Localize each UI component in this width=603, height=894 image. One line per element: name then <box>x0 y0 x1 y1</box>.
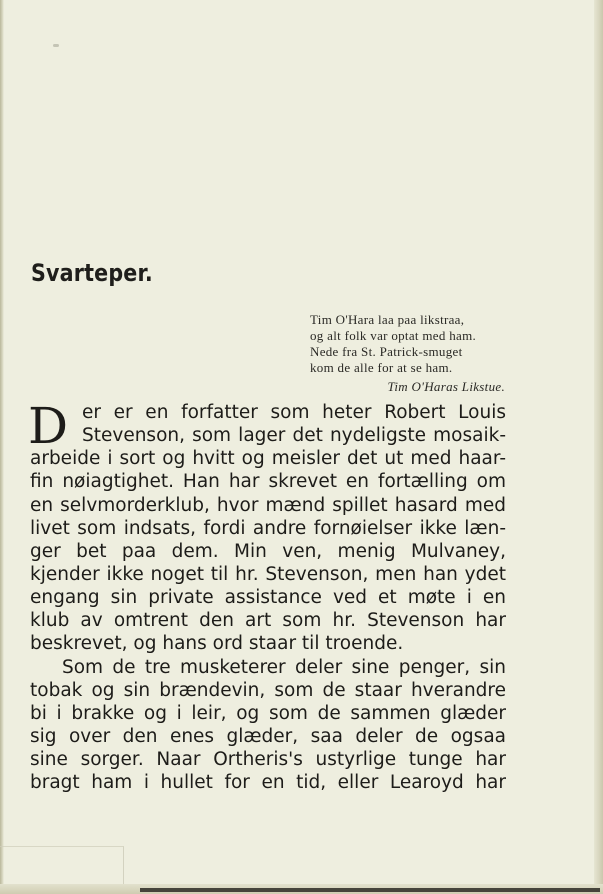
body-line: bragt ham i hullet for en tid, eller Learoyd har <box>30 772 506 794</box>
body-text <box>28 397 506 794</box>
epigraph-attribution: Tim O'Haras Likstue. <box>387 379 505 394</box>
body-line: beskrevet, og hans ord staar til troende. <box>30 633 404 655</box>
body-line: tobak og sin brændevin, som de staar hverandre <box>30 679 506 701</box>
paper-speck <box>53 44 59 47</box>
body-line: er er en forfatter som heter Robert Louis <box>82 402 506 423</box>
epigraph-line: og alt folk var optat med ham. <box>310 328 477 343</box>
body-line: en selvmorderklub, hvor mænd spillet hasard med <box>30 494 506 516</box>
body-line: kjender ikke noget til hr. Stevenson, men han ydet <box>30 563 506 585</box>
page-right-edge <box>594 0 603 894</box>
scan-bottom-shadow <box>140 888 600 892</box>
chapter-title: Svarteper. <box>31 259 153 287</box>
page-left-edge <box>0 0 4 894</box>
scan-corner-mark <box>0 846 124 887</box>
body-line: ger bet paa dem. Min ven, menig Mulvaney, <box>30 540 506 562</box>
drop-cap: D <box>28 397 69 455</box>
body-line: livet som indsats, fordi andre fornøielser ikke læn- <box>30 517 506 539</box>
body-line: Stevenson, som lager det nydeligste mosaik- <box>82 425 506 447</box>
epigraph-line: Nede fra St. Patrick-smuget <box>310 344 463 359</box>
epigraph-line: kom de alle for at se ham. <box>310 360 453 375</box>
body-line: klub av omtrent den art som hr. Stevenson har <box>30 610 506 632</box>
body-line: sine sorger. Naar Ortheris's ustyrlige tunge har <box>30 749 506 771</box>
body-line: fin nøiagtighet. Han har skrevet en fortælling om <box>30 471 506 493</box>
body-line: Som de tre musketerer deler sine penger, sin <box>62 656 506 678</box>
body-line: bi i brakke og i leir, og som de sammen glæder <box>30 702 506 724</box>
epigraph-line: Tim O'Hara laa paa likstraa, <box>310 312 465 327</box>
epigraph <box>310 312 505 395</box>
body-line: sig over den enes glæder, saa deler de ogsaa <box>30 725 506 747</box>
body-line: engang sin private assistance ved et møte i en <box>30 587 506 609</box>
body-line: arbeide i sort og hvitt og meisler det ut med haar- <box>30 448 506 470</box>
